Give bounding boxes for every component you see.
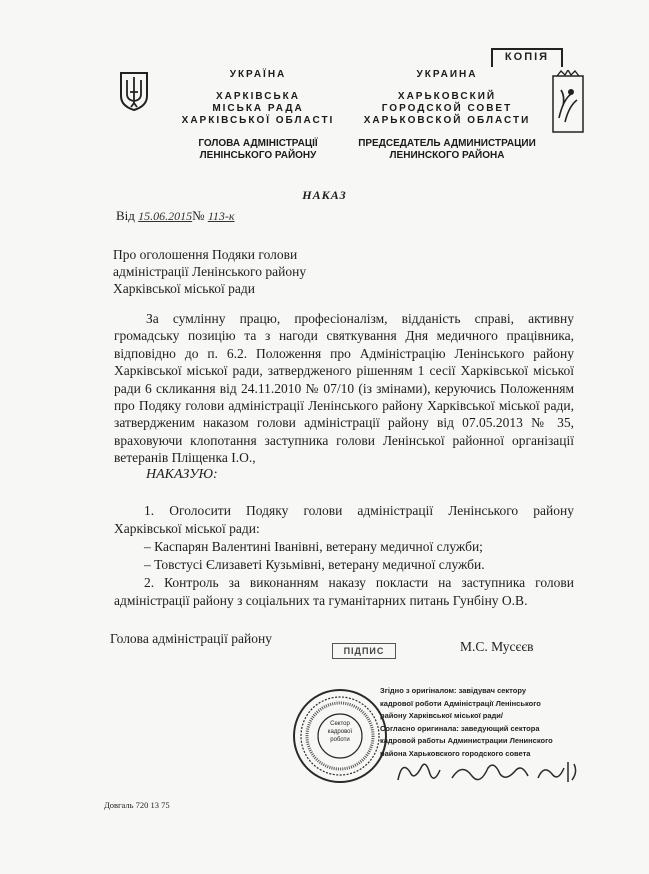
right-header-council-1: ХАРЬКОВСКИЙ (397, 91, 497, 102)
handwritten-signature-icon (392, 756, 582, 793)
right-header-country: УКРАИНА (416, 69, 478, 80)
date-line (116, 208, 235, 224)
seal-center-text (318, 720, 362, 744)
order-word: НАКАЗУЮ: (146, 467, 218, 482)
left-header-council-2: МІСЬКА РАДА (212, 103, 304, 114)
seal-center-line: роботи (330, 737, 350, 743)
date-prefix: Від (116, 208, 135, 223)
certification-line: района Харьковского городского совета (380, 748, 531, 758)
signature-name: М.С. Мусєєв (460, 639, 534, 654)
ukraine-coat-of-arms-icon (118, 70, 150, 117)
order-number: 113-к (207, 209, 235, 223)
preamble-body: За сумлінну працю, професіоналізм, відданість справі, активну громадську позицію та з нагоди святкування Дня медичного працівника, відповідно до п. 6.2. Положення про Адміністрацію Ленінського району Харківської міської ради, затвердженого рішенням 1 сесії Харківської міської ради 6 скликання від 24.11.2010 № 07/10 (із змінами), керуючись Положенням про Подяку голови адміністрації Ленінського району Харківської міської ради, затвердженим наказом голови адміністрації району від 07.05.2013 № 35, враховуючи клопотання заступника голови Ленінської районної організації ветеранів Пліщенка І.О., (114, 311, 574, 466)
certification-line: району Харківської міської ради/ (380, 711, 504, 720)
footer-contact: Довгаль 720 13 75 (104, 800, 170, 810)
copy-stamp: КОПІЯ (491, 48, 563, 67)
seal-center-line: кадрової (327, 729, 353, 735)
right-header-position-1: ПРЕДСЕДАТЕЛЬ АДМИНИСТРАЦИИ (358, 138, 536, 149)
signature-stamp: ПІДПИС (332, 643, 396, 659)
certification-line: Згідно з оригіналом: завідувач сектору (380, 686, 526, 695)
date-value: 15.06.2015 (138, 209, 193, 223)
person-1: – Каспарян Валентині Іванівні, ветерану медичної служби; (144, 539, 483, 554)
left-header-council-3: ХАРКІВСЬКОЇ ОБЛАСТІ (181, 115, 335, 126)
official-seal (292, 688, 388, 784)
left-header-position-2: ЛЕНІНСЬКОГО РАЙОНУ (199, 150, 317, 161)
left-header-council-1: ХАРКІВСЬКА (215, 91, 301, 102)
order-item-2: 2. Контроль за виконанням наказу покласти на заступника голови адміністрації району з соціальних та гуманітарних питань Гунбіну О.В. (114, 575, 574, 608)
left-header-country: УКРАЇНА (229, 69, 287, 80)
order-item-1: 1. Оголосити Подяку голови адміністрації Ленінського району Харківської міської ради: (114, 503, 574, 536)
right-header-position-2: ЛЕНИНСКОГО РАЙОНА (389, 150, 505, 161)
order-subject (113, 246, 306, 297)
certification-line: кадрової роботи Адміністрації Ленінського (380, 698, 541, 708)
signature-role: Голова адміністрації району (110, 631, 272, 646)
certification-stamp (380, 685, 576, 760)
left-header-position-1: ГОЛОВА АДМІНІСТРАЦІЇ (198, 138, 318, 149)
order-items (114, 502, 574, 610)
subject-line: Харківської міської ради (113, 281, 256, 296)
right-header-council-3: ХАРЬКОВСКОЙ ОБЛАСТИ (363, 115, 531, 126)
kharkiv-coat-of-arms-icon (551, 70, 585, 139)
seal-center-line: Сектор (330, 721, 350, 727)
right-header-council-2: ГОРОДСКОЙ СОВЕТ (381, 103, 513, 114)
subject-line: Про оголошення Подяки голови (113, 247, 298, 262)
number-sign: № (192, 208, 205, 223)
certification-line: кадровой работы Администрации Ленинского (380, 736, 553, 745)
document-title: НАКАЗ (302, 188, 347, 202)
subject-line: адміністрації Ленінського району (113, 264, 307, 279)
preamble-text (114, 310, 574, 467)
certification-line: Согласно оригинала: заведующий сектора (380, 723, 540, 733)
person-2: – Товстусі Єлизаветі Кузьмівні, ветерану медичної служби. (144, 557, 485, 572)
